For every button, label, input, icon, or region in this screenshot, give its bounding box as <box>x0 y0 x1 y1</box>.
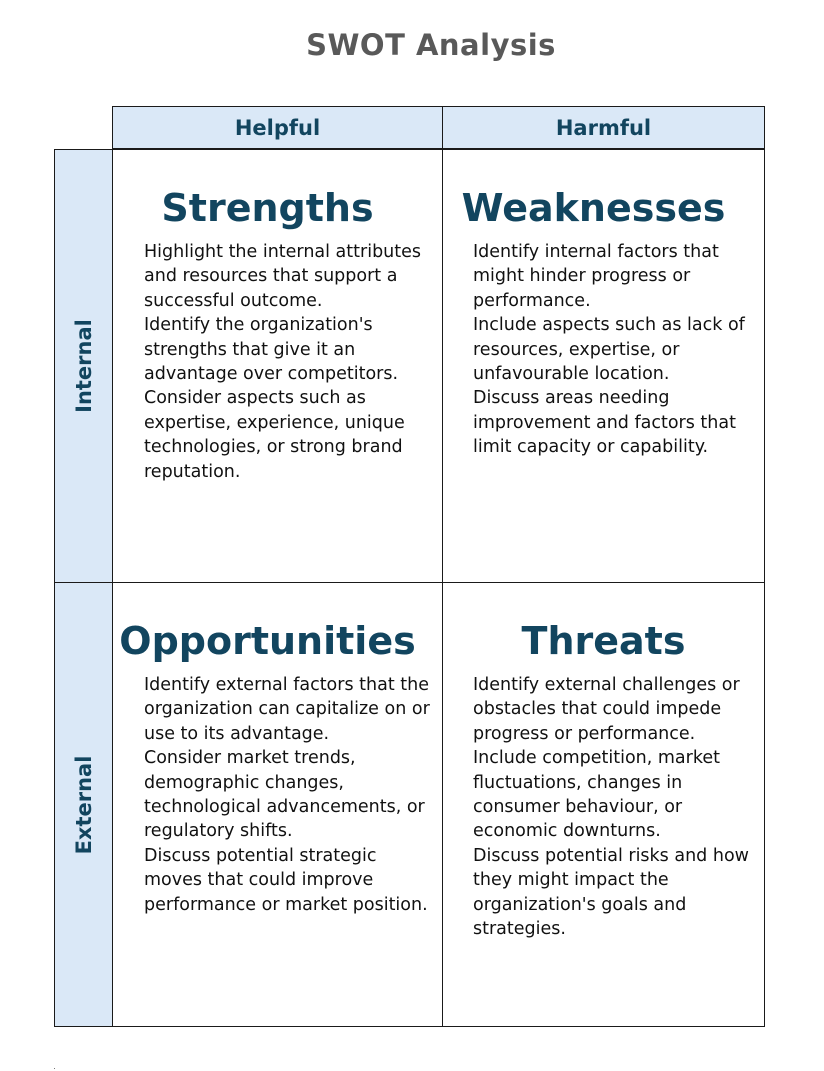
threats-paragraph: Include competition, market fluctuations, changes in consumer behaviour, or economic downturns. <box>473 748 720 842</box>
weaknesses-quadrant <box>442 149 765 583</box>
opportunities-paragraph: Discuss potential strategic moves that could improve performance or market position. <box>144 845 428 915</box>
opportunities-quadrant <box>112 582 443 1027</box>
opportunities-body <box>144 673 436 917</box>
row-header-internal-label: Internal <box>71 319 96 413</box>
column-header-helpful-label: Helpful <box>234 115 321 140</box>
strengths-quadrant <box>112 149 443 583</box>
threats-paragraph: Identify external challenges or obstacles that could impede progress or performance. <box>473 675 740 744</box>
strengths-heading: Strengths <box>161 186 374 230</box>
weaknesses-body <box>473 240 763 460</box>
column-header-harmful <box>442 106 765 149</box>
opportunities-heading: Opportunities <box>119 619 416 663</box>
column-header-harmful-label: Harmful <box>555 115 652 140</box>
weaknesses-paragraph: Discuss areas needing improvement and factors that limit capacity or capability. <box>473 388 736 458</box>
column-header-helpful <box>112 106 443 149</box>
weaknesses-paragraph: Include aspects such as lack of resources, expertise, or unfavourable location. <box>473 315 745 385</box>
opportunities-paragraph: Identify external factors that the organization can capitalize on or use to its advantage. <box>144 675 430 744</box>
row-header-external-label: External <box>71 755 96 854</box>
row-header-external <box>54 582 113 1027</box>
row-header-internal <box>54 149 113 583</box>
threats-body <box>473 673 763 941</box>
weaknesses-heading: Weaknesses <box>461 186 726 230</box>
strengths-paragraph: Highlight the internal attributes and resources that support a successful outcome. <box>144 242 422 311</box>
opportunities-paragraph: Consider market trends, demographic changes, technological advancements, or regulatory shifts. <box>144 748 425 842</box>
strengths-paragraph: Identify the organization's strengths that give it an advantage over competitors. <box>144 315 399 385</box>
weaknesses-paragraph: Identify internal factors that might hinder progress or performance. <box>473 242 719 311</box>
threats-heading: Threats <box>521 619 686 663</box>
strengths-body <box>144 240 436 484</box>
page-mark <box>54 1068 55 1069</box>
threats-paragraph: Discuss potential risks and how they might impact the organization's goals and strategies. <box>473 845 749 940</box>
strengths-paragraph: Consider aspects such as expertise, experience, unique technologies, or strong brand reputation. <box>144 388 405 482</box>
threats-quadrant <box>442 582 765 1027</box>
page-title: SWOT Analysis <box>306 28 556 62</box>
